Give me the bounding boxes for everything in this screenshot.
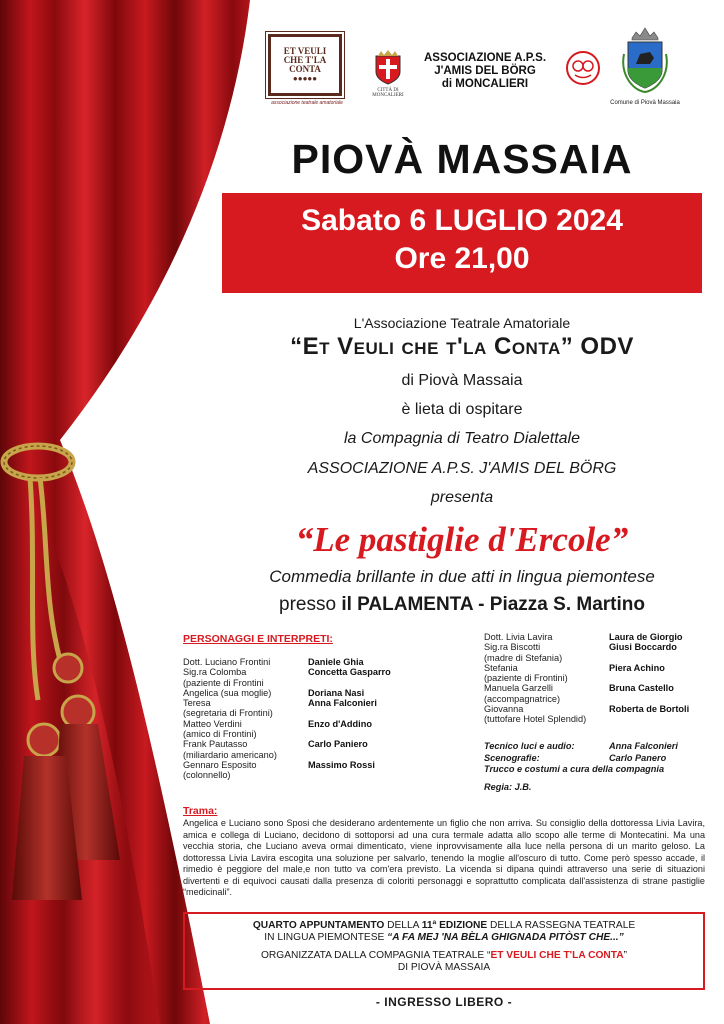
- cast-role: Stefania: [484, 662, 518, 673]
- info-line: DI PIOVÀ MASSAIA: [397, 962, 491, 973]
- cast-role: (paziente di Frontini: [183, 677, 264, 688]
- cast-row: [484, 694, 689, 704]
- cast-actor: Anna Falconieri: [308, 698, 377, 709]
- host-company-name: “Et Veuli che t'la Conta” ODV: [290, 333, 634, 360]
- audience-heads-icon: ●●●●●: [292, 74, 318, 83]
- venue-name: il PALAMENTA - Piazza S. Martino: [341, 594, 645, 615]
- et-veuli-caption: associazione teatrale amatoriale: [271, 100, 343, 106]
- crew-row: [484, 753, 678, 765]
- cast-actor: Enzo d'Addino: [308, 718, 372, 729]
- cast-role: (accompagnatrice): [484, 693, 561, 704]
- cast-row: [183, 657, 391, 667]
- piova-massaia-crest-icon: [620, 24, 670, 96]
- assoc-line: di MONCALIERI: [441, 78, 529, 90]
- amis-del-borg-logo-icon: [565, 50, 601, 86]
- crew-list: [484, 741, 678, 776]
- cast-actor: Doriana Nasi: [308, 687, 365, 698]
- cast-row: [183, 760, 391, 770]
- director-credit: Regia: J.B.: [484, 782, 532, 792]
- logo-text-line: CONTA: [289, 64, 321, 74]
- cast-actor: Carlo Paniero: [308, 739, 368, 750]
- cast-role: Sig.ra Biscotti: [484, 642, 541, 653]
- cast-row: [183, 750, 391, 760]
- cast-row: [484, 683, 689, 693]
- organizer-name: ET VEULI CHE T'LA CONTA: [490, 950, 624, 961]
- cast-role: (segretaria di Frontini): [183, 708, 273, 719]
- cast-role: Frank Pautasso: [183, 739, 248, 750]
- cast-row: [484, 653, 689, 663]
- logo-text-line: ET VEULI: [283, 46, 327, 56]
- cast-role: Angelica (sua moglie): [183, 687, 272, 698]
- cast-actor: Bruna Castello: [609, 683, 674, 694]
- piova-caption: Comune di Piovà Massaia: [610, 100, 680, 106]
- cast-row: [183, 729, 391, 739]
- cast-role: (tuttofare Hotel Splendid): [484, 714, 587, 725]
- cast-role: Sig.ra Colomba: [183, 667, 247, 678]
- intro-line: la Compagnia di Teatro Dialettale: [344, 430, 580, 447]
- info-line: [185, 920, 703, 932]
- cast-actor: Concetta Gasparro: [308, 667, 391, 678]
- cast-role: (amico di Frontini): [183, 729, 257, 740]
- cast-row: [183, 770, 391, 780]
- costumes-credit: Trucco e costumi a cura della compagnia: [484, 764, 665, 774]
- cast-role: Gennaro Esposito: [183, 759, 257, 770]
- plot-text: Angelica e Luciano sono Sposi che desiderano ardentemente un figlio che non arriva. Su consiglio della dottoressa Livia Lavira, amica e collega di Luciano, decidono di sottoporsi ad una cura termale adatta allo scopo alle terme di Montecatini. Ma una vecchia storia, che Luciano aveva ormai dimenticato, viene inprovvisamente alla luce nella persona di un marito geloso. La dottoressa Livia Lavira escogita una soluzione per salvarlo, tenendo la moglie all'oscuro di tutto. Come però spesso accade, il rimedio è peggiore del male,e non tutto va com'era previsto. La vicenda si dipana quindi attraverso una serie di situazioni divertenti e di equivoci causati dalla presenza di coloriti personaggi e soprattutto complicata dall'assistenza di strane pastiglie “medicinali”.: [183, 818, 705, 897]
- crew-row: [484, 741, 678, 753]
- cast-role: (miliardario americano): [183, 749, 277, 760]
- cast-row: [484, 704, 689, 714]
- festival-name: “A FA MEJ 'NA BÈLA GHIGNADA PITÒST CHE...”: [387, 932, 624, 943]
- cast-role: Matteo Verdini: [183, 718, 242, 729]
- cast-row: [183, 678, 391, 688]
- intro-line: presenta: [430, 489, 494, 506]
- association-header: [410, 52, 560, 91]
- cast-actor: Daniele Ghia: [308, 657, 364, 667]
- intro-line: L'Associazione Teatrale Amatoriale: [353, 315, 571, 331]
- assoc-line: ASSOCIAZIONE A.P.S.: [423, 52, 547, 64]
- cast-heading: PERSONAGGI E INTERPRETI:: [183, 633, 333, 645]
- info-text: ”: [623, 950, 628, 961]
- cast-role: Dott. Livia Lavira: [484, 632, 553, 642]
- cast-row: [183, 688, 391, 698]
- info-text: ORGANIZZATA DALLA COMPAGNIA TEATRALE “: [260, 950, 491, 961]
- info-text: DELLA: [384, 920, 422, 931]
- town-title: PIOVÀ MASSAIA: [291, 136, 633, 182]
- assoc-line: J'AMIS DEL BÖRG: [434, 65, 536, 77]
- moncalieri-caption: CITTÀ DI MONCALIERI: [372, 88, 404, 98]
- moncalieri-crest-icon: [372, 50, 404, 86]
- cast-row: [484, 714, 689, 724]
- intro-line: di Piovà Massaia: [401, 372, 523, 389]
- cast-list-left: [183, 657, 391, 781]
- venue: [222, 594, 702, 616]
- cast-role: Manuela Garzelli: [484, 683, 553, 694]
- cast-actor: Massimo Rossi: [308, 759, 375, 770]
- crew-label: Tecnico luci e audio:: [484, 741, 575, 751]
- info-line: [185, 950, 703, 962]
- cast-row: [484, 632, 689, 642]
- info-text: DELLA RASSEGNA TEATRALE: [487, 920, 636, 931]
- cast-actor: Giusi Boccardo: [609, 642, 677, 653]
- venue-prefix: presso: [279, 594, 342, 615]
- cast-row: [484, 642, 689, 652]
- cast-actor: Piera Achino: [609, 662, 665, 673]
- logo-text-line: CHE T'LA: [283, 55, 327, 65]
- event-date: Sabato 6 LUGLIO 2024: [301, 204, 623, 237]
- cast-actor: Roberta de Bortoli: [609, 704, 690, 715]
- cast-role: Teresa: [183, 698, 211, 709]
- cast-role: Dott. Luciano Frontini: [183, 657, 271, 667]
- cast-row: [183, 698, 391, 708]
- cast-row: [484, 673, 689, 683]
- cast-row: [484, 663, 689, 673]
- info-line: [185, 932, 703, 944]
- cast-role: (madre di Stefania): [484, 652, 563, 663]
- crew-name: Anna Falconieri: [609, 741, 678, 751]
- intro-line: è lieta di ospitare: [401, 401, 523, 418]
- festival-info-box: [183, 912, 705, 990]
- et-veuli-logo: [268, 34, 342, 96]
- cast-role: (paziente di Frontini): [484, 673, 568, 684]
- cast-actor: Laura de Giorgio: [609, 632, 683, 642]
- plot-heading: Trama:: [183, 805, 218, 817]
- crew-label: Scenografie:: [484, 752, 540, 763]
- cast-row: [183, 667, 391, 677]
- cast-row: [183, 708, 391, 718]
- cast-role: (colonnello): [183, 770, 231, 781]
- date-banner: [222, 193, 702, 293]
- crew-name: Carlo Panero: [609, 752, 667, 763]
- info-text: IN LINGUA PIEMONTESE: [264, 932, 388, 943]
- cast-row: [183, 739, 391, 749]
- cast-row: [183, 719, 391, 729]
- play-title: “Le pastiglie d'Ercole”: [295, 520, 629, 559]
- cast-role: Giovanna: [484, 704, 524, 715]
- info-bold: 11ª EDIZIONE: [421, 920, 488, 931]
- intro-line: ASSOCIAZIONE A.P.S. J'AMIS DEL BÖRG: [307, 460, 617, 477]
- free-entry-notice: - INGRESSO LIBERO -: [375, 995, 513, 1009]
- cast-list-right: [484, 632, 689, 725]
- info-bold: QUARTO APPUNTAMENTO: [252, 920, 385, 931]
- play-genre: Commedia brillante in due atti in lingua piemontese: [269, 567, 655, 586]
- event-time: Ore 21,00: [394, 242, 530, 275]
